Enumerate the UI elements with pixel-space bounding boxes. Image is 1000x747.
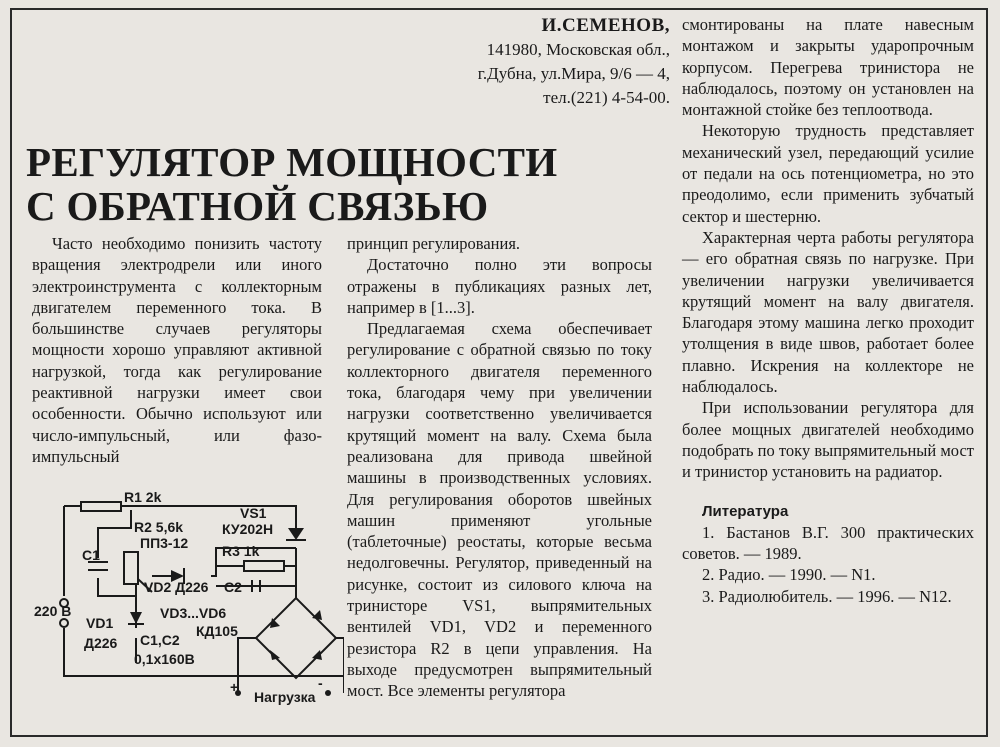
label-vs1: VS1 <box>240 505 267 521</box>
label-c2: C2 <box>224 579 242 595</box>
label-r2-type: ПП3-12 <box>140 535 189 551</box>
label-caps: C1,C2 <box>140 632 180 648</box>
literature-item: 3. Радиолюбитель. — 1996. — N12. <box>702 586 952 606</box>
label-r2: R2 5,6k <box>134 519 184 535</box>
paragraph: принцип регулирования. <box>347 234 521 253</box>
literature-list <box>682 522 974 607</box>
column-2 <box>347 233 652 702</box>
vs1-thyristor <box>288 528 304 540</box>
article-title <box>26 140 666 228</box>
paragraph: Некоторую трудность представляет механический узел, передающий усилие от педали на ось потенциометра, но это преодолимо, если применить зубчатый сектор и шестерню. <box>682 121 974 226</box>
paragraph: Достаточно полно эти вопросы отражены в публикациях разных лет, например в [1...3]. <box>347 255 652 317</box>
paragraph: смонтированы на плате навесным монтажом и закрыты ударопрочным корпусом. Перегрева тринистора не наблюдалось, поэтому он установлен на монтажной стойке без теплоотвода. <box>682 15 974 120</box>
label-r1: R1 2k <box>124 489 162 505</box>
label-vd2: VD2 Д226 <box>144 579 209 595</box>
label-vs1-type: КУ202Н <box>222 521 274 537</box>
author-address-2: г.Дубна, ул.Мира, 9/6 — 4, <box>477 64 670 83</box>
paragraph: При использовании регулятора для более мощных двигателей необходимо подобрать по току выпрямительный мост и тринистор установить на радиатор. <box>682 398 974 482</box>
label-minus: - <box>318 675 323 691</box>
paragraph: Характерная черта работы регулятора — его обратная связь по нагрузке. При увеличении нагрузки увеличивается крутящий момент на валу двигателя. Благодаря этому машина легко проходит утолщения в виде швов, работает более плавно. Искрения на коллекторе не наблюдалось. <box>682 227 974 397</box>
column-3 <box>682 14 974 607</box>
label-supply: 220 В <box>34 603 72 619</box>
title-line-1: РЕГУЛЯТОР МОЩНОСТИ <box>26 139 558 185</box>
literature-item: 2. Радио. — 1990. — N1. <box>702 565 876 585</box>
label-vd3-vd6-type: КД105 <box>196 623 238 639</box>
circuit-schematic <box>26 488 344 710</box>
author-address-1: 141980, Московская обл., <box>486 40 670 59</box>
label-vd1-type: Д226 <box>84 635 118 651</box>
label-r3: R3 1k <box>222 543 260 559</box>
author-name: И.СЕМЕНОВ, <box>541 15 670 36</box>
column-1 <box>32 233 322 467</box>
literature-item: 1. Бастанов В.Г. 300 практических советов. — 1989. <box>682 522 974 564</box>
paragraph: Часто необходимо понизить частоту вращения электродрели или иного электроинструмента с коллекторным двигателем переменного тока. В большинстве случаев регуляторы мощности хорошо управляют активной нагрузкой, тогда как регулирование реактивной нагрузки имеет свои особенности. Обычно используют или число-импульсный, или фазо-импульсный <box>32 234 322 466</box>
label-plus: + <box>230 679 239 695</box>
label-load: Нагрузка <box>254 689 316 705</box>
title-line-2: С ОБРАТНОЙ СВЯЗЬЮ <box>26 183 489 229</box>
label-c1: C1 <box>82 547 100 563</box>
r2-potentiometer <box>124 552 138 584</box>
label-vd3-vd6: VD3...VD6 <box>160 605 227 621</box>
bridge-outline <box>256 598 336 678</box>
literature-heading: Литература <box>702 502 789 520</box>
label-vd1: VD1 <box>86 615 114 631</box>
author-block <box>380 14 670 110</box>
r1-resistor <box>81 502 121 511</box>
vd1-diode <box>130 612 142 624</box>
paragraph: Предлагаемая схема обеспечивает регулирование с обратной связью по току коллекторного двигателя переменного тока, благодаря чему при увеличении нагрузки соответственно увеличивается крутящий момент на валу. Схема была реализована для привода швейной машины в производственных условиях. Для регулирования оборотов швейных машин применяют угольные (таблеточные) реостаты, которые весьма недолговечны. Регулятор, приведенный на рисунке, состоит из силового ключа на тринисторе VS1, выпрямительных вентилей VD1, VD2 и переменного резистора R2 в цепи управления. На выходе предусмотрен выпрямительный мост. Все элементы регулятора <box>347 319 652 701</box>
r3-resistor <box>244 561 284 571</box>
author-phone: тел.(221) 4-54-00. <box>543 88 670 107</box>
label-caps-value: 0,1x160B <box>134 651 195 667</box>
